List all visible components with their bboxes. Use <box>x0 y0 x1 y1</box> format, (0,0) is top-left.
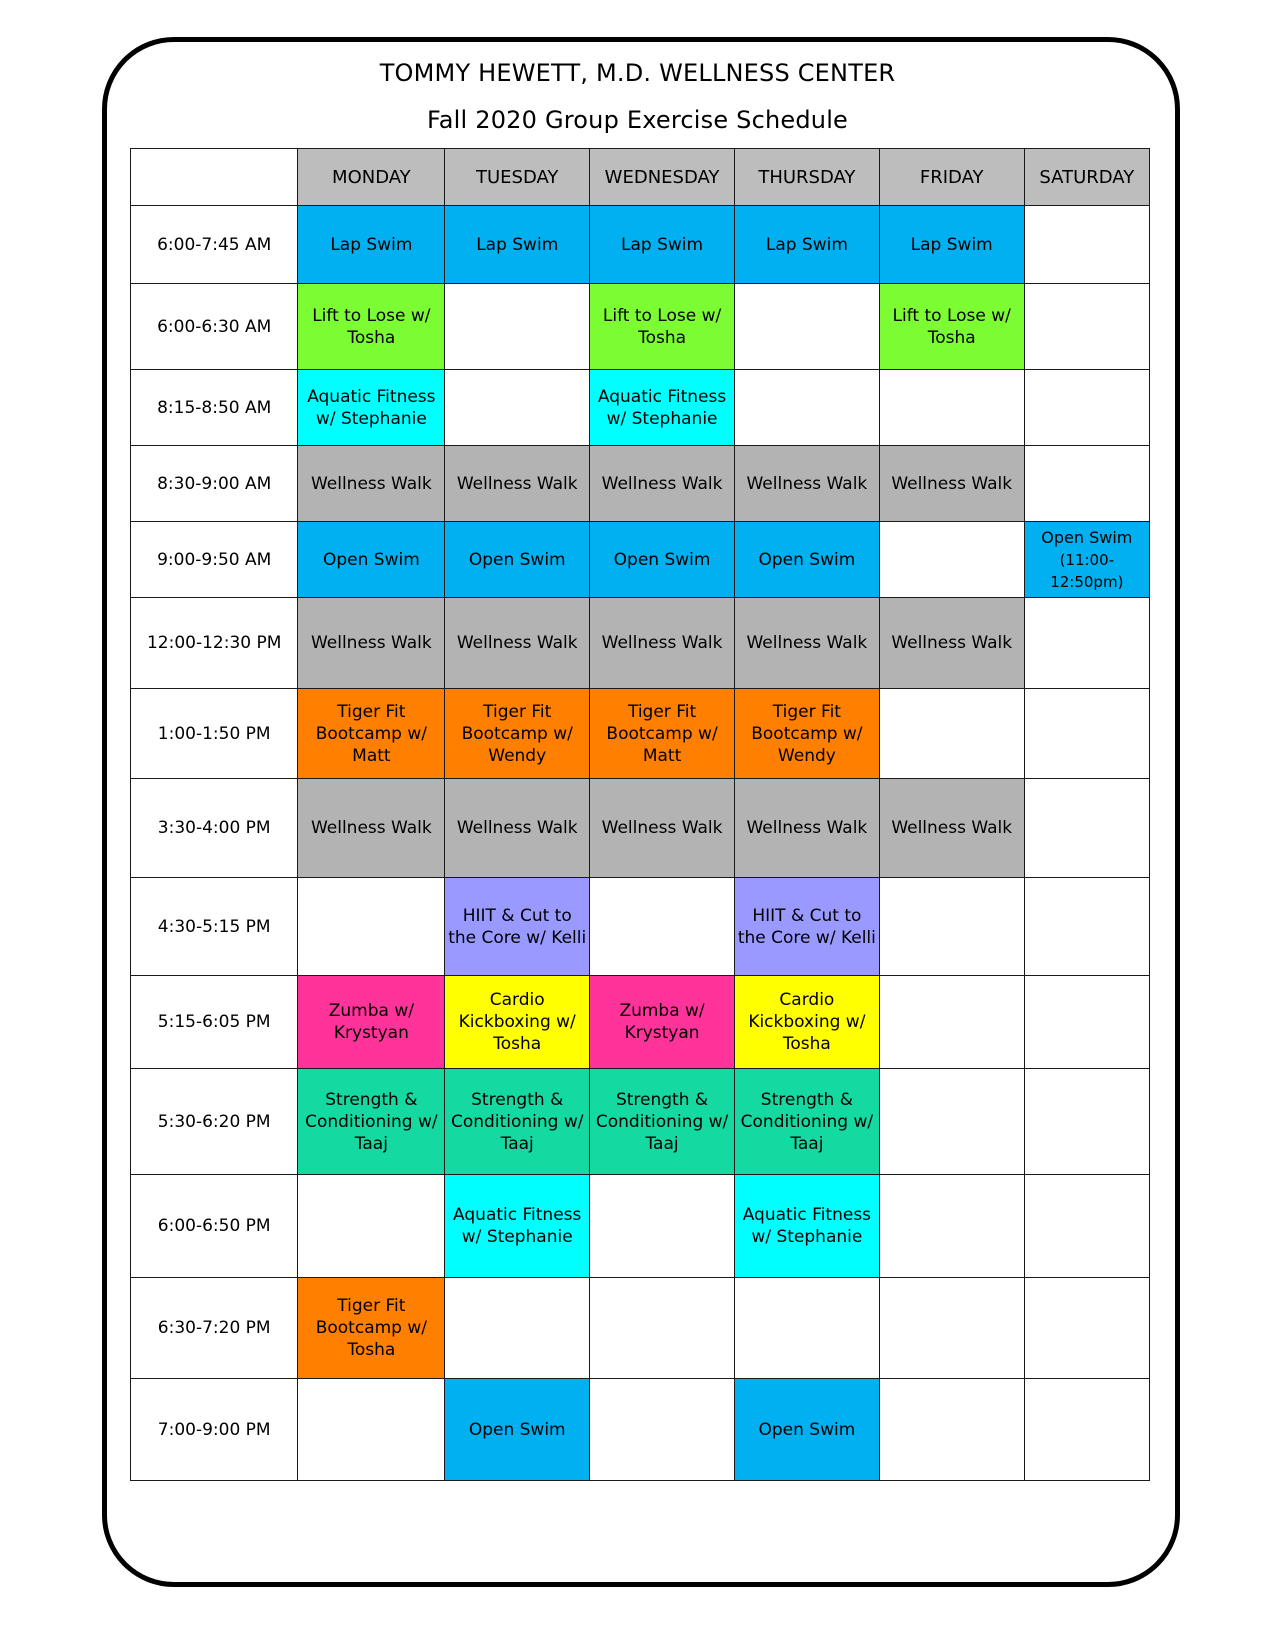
schedule-row <box>131 206 1150 284</box>
class-cell <box>879 206 1024 284</box>
class-cell <box>1024 522 1149 598</box>
empty-cell <box>734 284 879 370</box>
class-name: Tiger Fit Bootcamp w/ Wendy <box>461 701 573 766</box>
class-name: Open Swim <box>613 549 711 570</box>
class-name: Wellness Walk <box>891 473 1013 494</box>
empty-cell <box>879 1379 1024 1481</box>
class-cell <box>734 878 879 976</box>
empty-cell <box>445 370 590 446</box>
time-slot-label: 6:30-7:20 PM <box>131 1278 298 1379</box>
day-header-row <box>131 149 1150 206</box>
class-name: Cardio Kickboxing w/ Tosha <box>748 990 866 1054</box>
empty-cell <box>879 976 1024 1069</box>
empty-cell <box>879 878 1024 976</box>
class-cell <box>879 284 1024 370</box>
empty-cell <box>879 370 1024 446</box>
empty-cell <box>1024 370 1149 446</box>
class-name: Open Swim <box>1041 527 1133 547</box>
class-name: Wellness Walk <box>601 473 723 494</box>
class-name: Open Swim <box>322 549 420 570</box>
class-cell <box>298 206 445 284</box>
time-slot-label: 4:30-5:15 PM <box>131 878 298 976</box>
empty-cell <box>1024 779 1149 878</box>
class-cell <box>734 976 879 1069</box>
empty-cell <box>590 1379 735 1481</box>
class-name: Strength & Conditioning w/ Taaj <box>740 1089 874 1154</box>
empty-cell <box>879 522 1024 598</box>
schedule-row <box>131 878 1150 976</box>
class-name: Open Swim <box>758 1419 856 1440</box>
empty-cell <box>1024 1069 1149 1175</box>
empty-cell <box>1024 206 1149 284</box>
class-name: Aquatic Fitness w/ Stephanie <box>742 1205 872 1247</box>
corner-cell <box>131 149 298 206</box>
class-cell <box>734 1069 879 1175</box>
class-name: Tiger Fit Bootcamp w/ Matt <box>606 701 718 766</box>
class-cell <box>590 1069 735 1175</box>
class-name: Cardio Kickboxing w/ Tosha <box>458 990 576 1054</box>
class-name: Wellness Walk <box>456 473 578 494</box>
class-cell <box>590 284 735 370</box>
class-name: Wellness Walk <box>891 818 1013 838</box>
class-name: Zumba w/ Krystyan <box>619 1001 705 1043</box>
empty-cell <box>879 689 1024 779</box>
class-name: Tiger Fit Bootcamp w/ Wendy <box>751 701 863 766</box>
class-name: Lap Swim <box>330 234 413 255</box>
class-name: Wellness Walk <box>746 818 868 838</box>
day-header: FRIDAY <box>879 149 1024 206</box>
class-name: Lift to Lose w/ Tosha <box>312 305 431 348</box>
class-cell <box>734 689 879 779</box>
class-name: Tiger Fit Bootcamp w/ Tosha <box>315 1296 427 1360</box>
empty-cell <box>879 1175 1024 1278</box>
time-slot-label: 9:00-9:50 AM <box>131 522 298 598</box>
class-name: Wellness Walk <box>456 633 578 653</box>
empty-cell <box>590 1278 735 1379</box>
class-cell <box>879 446 1024 522</box>
class-cell <box>734 446 879 522</box>
class-cell <box>879 779 1024 878</box>
class-name: Lift to Lose w/ Tosha <box>892 305 1011 348</box>
class-cell <box>445 1379 590 1481</box>
time-slot-label: 7:00-9:00 PM <box>131 1379 298 1481</box>
schedule-row <box>131 1278 1150 1379</box>
empty-cell <box>734 370 879 446</box>
class-cell <box>734 522 879 598</box>
schedule-row <box>131 689 1150 779</box>
class-cell <box>445 878 590 976</box>
empty-cell <box>298 1379 445 1481</box>
class-cell <box>298 976 445 1069</box>
schedule-row <box>131 976 1150 1069</box>
empty-cell <box>1024 976 1149 1069</box>
class-cell <box>590 689 735 779</box>
empty-cell <box>879 1069 1024 1175</box>
class-name: Wellness Walk <box>746 473 868 494</box>
class-cell <box>445 446 590 522</box>
class-name: Wellness Walk <box>891 633 1013 653</box>
schedule-row <box>131 284 1150 370</box>
empty-cell <box>1024 1379 1149 1481</box>
class-name: Open Swim <box>468 1419 566 1440</box>
class-cell <box>445 689 590 779</box>
schedule-table <box>130 148 1150 1481</box>
time-slot-label: 1:00-1:50 PM <box>131 689 298 779</box>
schedule-row <box>131 1379 1150 1481</box>
day-header: THURSDAY <box>734 149 879 206</box>
class-cell <box>298 446 445 522</box>
class-cell <box>590 206 735 284</box>
empty-cell <box>1024 878 1149 976</box>
class-name: Aquatic Fitness w/ Stephanie <box>597 386 727 429</box>
class-cell <box>445 1175 590 1278</box>
class-cell <box>445 206 590 284</box>
class-cell <box>590 779 735 878</box>
class-name: Zumba w/ Krystyan <box>328 1001 414 1043</box>
schedule-row <box>131 446 1150 522</box>
time-slot-label: 6:00-6:30 AM <box>131 284 298 370</box>
class-cell <box>298 598 445 689</box>
empty-cell <box>1024 446 1149 522</box>
class-name: Aquatic Fitness w/ Stephanie <box>307 386 436 429</box>
class-name: Wellness Walk <box>310 818 432 838</box>
empty-cell <box>734 1278 879 1379</box>
time-slot-label: 5:15-6:05 PM <box>131 976 298 1069</box>
class-cell <box>734 1175 879 1278</box>
class-time-note: (11:00-12:50pm) <box>1050 550 1124 591</box>
schedule-row <box>131 522 1150 598</box>
class-name: HIIT & Cut to the Core w/ Kelli <box>448 905 587 948</box>
class-cell <box>590 598 735 689</box>
empty-cell <box>590 878 735 976</box>
class-cell <box>298 689 445 779</box>
class-cell <box>445 598 590 689</box>
empty-cell <box>1024 284 1149 370</box>
schedule-row <box>131 779 1150 878</box>
schedule-row <box>131 598 1150 689</box>
empty-cell <box>1024 689 1149 779</box>
class-name: Strength & Conditioning w/ Taaj <box>451 1089 584 1154</box>
empty-cell <box>1024 1175 1149 1278</box>
empty-cell <box>590 1175 735 1278</box>
class-name: Lap Swim <box>621 234 704 255</box>
class-cell <box>298 1278 445 1379</box>
class-cell <box>734 1379 879 1481</box>
time-slot-label: 3:30-4:00 PM <box>131 779 298 878</box>
day-header: WEDNESDAY <box>590 149 735 206</box>
schedule-row <box>131 1175 1150 1278</box>
day-header: MONDAY <box>298 149 445 206</box>
class-name: Open Swim <box>758 549 856 570</box>
class-cell <box>590 522 735 598</box>
class-name: Lap Swim <box>765 234 848 255</box>
class-cell <box>298 1069 445 1175</box>
class-name: Wellness Walk <box>310 473 432 494</box>
class-cell <box>879 598 1024 689</box>
time-slot-label: 8:30-9:00 AM <box>131 446 298 522</box>
class-name: Wellness Walk <box>746 633 868 653</box>
class-cell <box>734 598 879 689</box>
class-cell <box>734 206 879 284</box>
time-slot-label: 8:15-8:50 AM <box>131 370 298 446</box>
empty-cell <box>1024 1278 1149 1379</box>
time-slot-label: 6:00-6:50 PM <box>131 1175 298 1278</box>
class-cell <box>590 446 735 522</box>
class-name: Wellness Walk <box>310 633 432 653</box>
class-name: Wellness Walk <box>601 633 723 653</box>
time-slot-label: 12:00-12:30 PM <box>131 598 298 689</box>
day-header: TUESDAY <box>445 149 590 206</box>
class-cell <box>445 779 590 878</box>
class-cell <box>298 779 445 878</box>
class-name: Strength & Conditioning w/ Taaj <box>305 1089 438 1154</box>
class-name: Tiger Fit Bootcamp w/ Matt <box>315 701 427 766</box>
class-name: Lap Swim <box>910 234 993 255</box>
class-cell <box>734 779 879 878</box>
class-cell <box>590 976 735 1069</box>
class-cell <box>445 976 590 1069</box>
class-name: Lift to Lose w/ Tosha <box>602 305 722 348</box>
schedule-row <box>131 1069 1150 1175</box>
schedule-row <box>131 370 1150 446</box>
empty-cell <box>298 1175 445 1278</box>
time-slot-label: 5:30-6:20 PM <box>131 1069 298 1175</box>
class-cell <box>445 1069 590 1175</box>
schedule-subtitle: Fall 2020 Group Exercise Schedule <box>426 106 849 134</box>
class-name: HIIT & Cut to the Core w/ Kelli <box>737 905 876 948</box>
class-name: Open Swim <box>468 549 566 570</box>
class-cell <box>445 522 590 598</box>
class-cell <box>298 284 445 370</box>
class-cell <box>298 370 445 446</box>
class-name: Aquatic Fitness w/ Stephanie <box>453 1205 582 1247</box>
empty-cell <box>298 878 445 976</box>
empty-cell <box>1024 598 1149 689</box>
class-cell <box>590 370 735 446</box>
center-title: TOMMY HEWETT, M.D. WELLNESS CENTER <box>379 59 896 87</box>
class-name: Strength & Conditioning w/ Taaj <box>595 1089 729 1154</box>
class-cell <box>298 522 445 598</box>
empty-cell <box>445 1278 590 1379</box>
empty-cell <box>879 1278 1024 1379</box>
time-slot-label: 6:00-7:45 AM <box>131 206 298 284</box>
day-header: SATURDAY <box>1024 149 1149 206</box>
class-name: Wellness Walk <box>601 818 723 838</box>
class-name: Wellness Walk <box>456 818 578 838</box>
empty-cell <box>445 284 590 370</box>
class-name: Lap Swim <box>476 234 559 255</box>
